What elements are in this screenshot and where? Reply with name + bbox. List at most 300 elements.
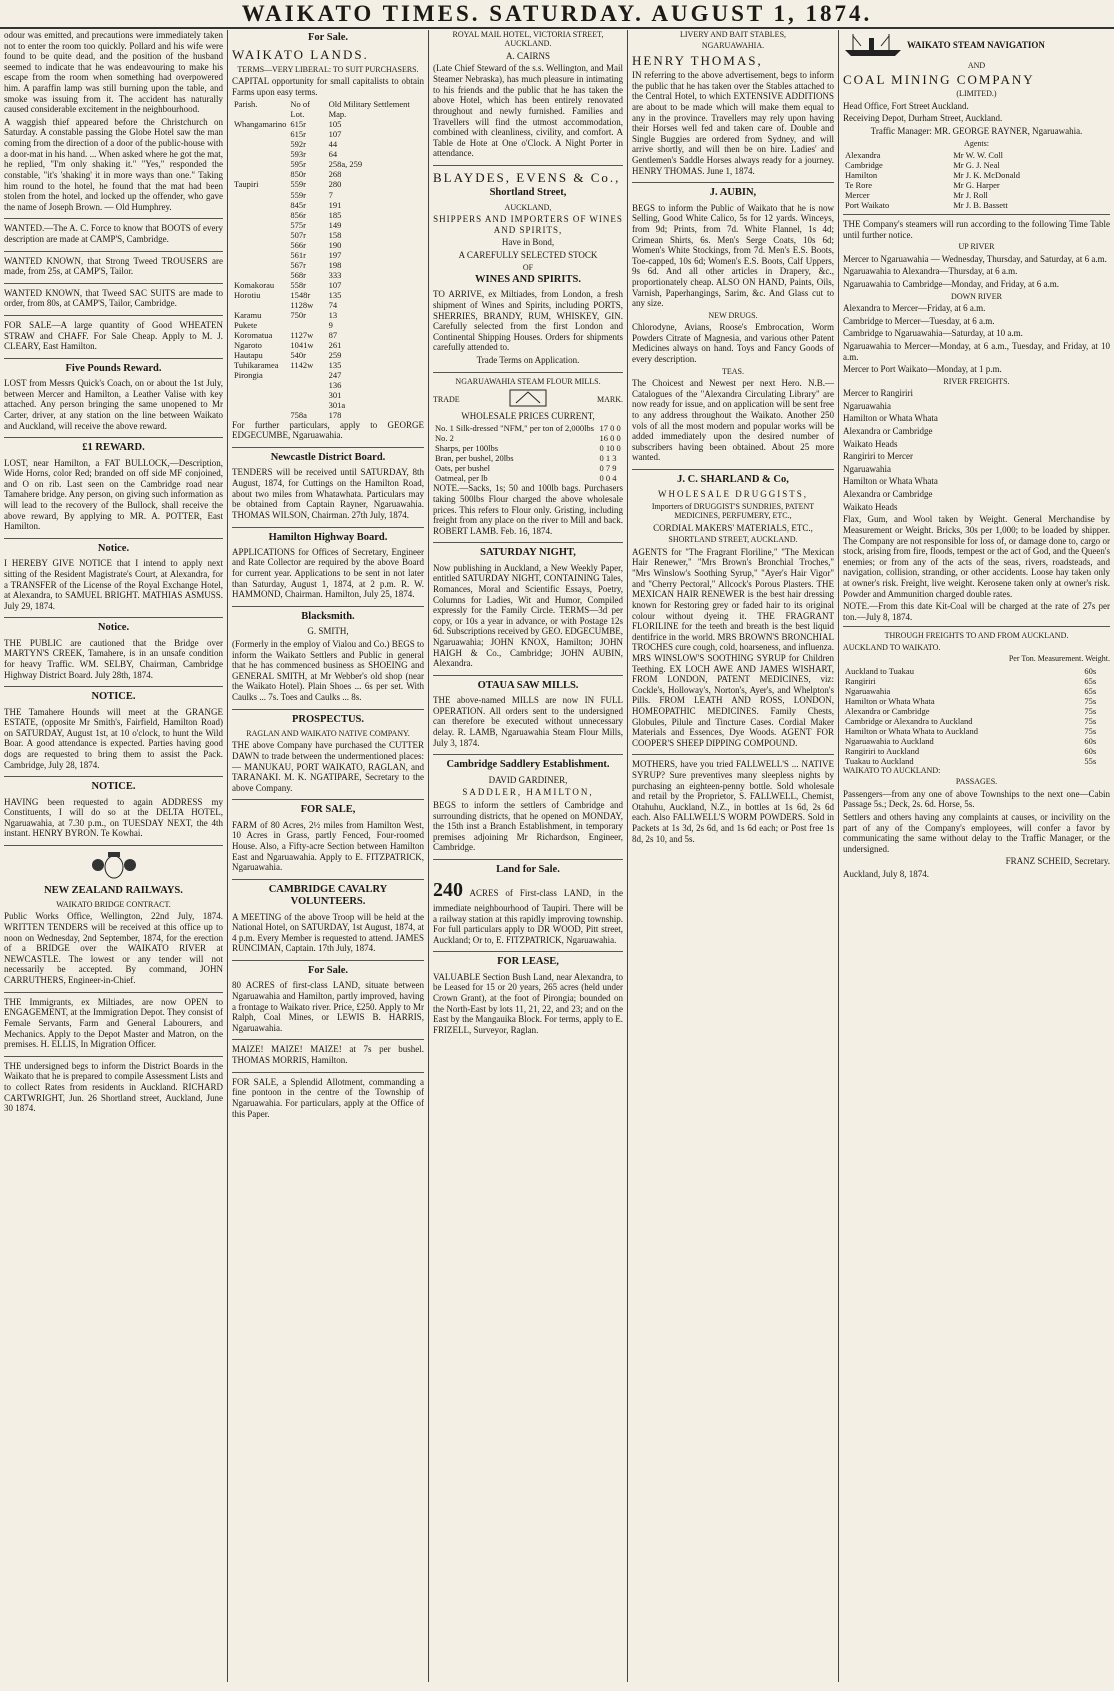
table-row (232, 200, 424, 210)
table-row (232, 139, 424, 149)
table-cell: 507r (290, 229, 306, 240)
ad-body: For further particulars, apply to GEORGE EDGECUMBE, Ngaruawahia. (232, 419, 424, 441)
table-cell: 595r (290, 159, 306, 170)
table-cell: 107 (328, 279, 342, 290)
table-row (843, 756, 1110, 766)
table-cell (232, 380, 288, 390)
ad-body: Receiving Depot, Durham Street, Auckland. (843, 113, 1003, 124)
table-row (232, 320, 424, 330)
ad-body: (Late Chief Steward of the s.s. Wellington, and Mail Steamer Nebraska), has much pleasure in intimating to his friends and the public that he has taken the above Hotel, which has been entirely renovated throughout and newly furnished. Families and Travellers will find the utmost accommodation, combined with cleanliness, civility, and comfort. A Table de Hote at One o'Clock. A Night Porter in attendance. (433, 63, 623, 159)
table-row (232, 330, 424, 340)
ad-subtitle: SHIPPERS AND IMPORTERS OF WINES AND SPIRITS, (433, 214, 623, 235)
table-cell: 191 (328, 199, 342, 210)
table-row (843, 736, 1110, 746)
ad-maize: MAIZE! MAIZE! MAIZE! at 7s per bushel. THOMAS MORRIS, Hamilton. (232, 1044, 424, 1066)
table-cell: 55s (1084, 755, 1097, 766)
ad-subtitle: HENRY THOMAS, (632, 52, 763, 68)
ad-title: WAIKATO LANDS. (232, 47, 369, 63)
ad-cartwright: THE undersigned begs to inform the District Boards in the Waikato that he is prepared to compile Assessment Lists and to collect Rates from residents in Auckland. RICHARD CARTWRIGHT, Jun. 26 Shortland street, Auckland, June 30 1874. (4, 1060, 223, 1114)
table-cell (232, 129, 288, 139)
table-row (843, 200, 1110, 210)
table-cell: 0 1 3 (599, 453, 617, 464)
table-cell: Taupiri (234, 179, 259, 190)
table-row (232, 390, 424, 400)
list-item: Ngaruawahia (843, 463, 891, 474)
table-row (843, 170, 1110, 180)
table-cell: Alexandra (845, 150, 881, 161)
table-cell: 615r (290, 119, 306, 130)
through-table (843, 666, 1110, 766)
ad-title: NOTICE. (91, 691, 136, 703)
table-cell: 105 (328, 119, 342, 130)
table-row (843, 716, 1110, 726)
table-row (433, 433, 623, 443)
ad-title: Newcastle District Board. (270, 452, 386, 464)
table-header: No of Lot. (290, 99, 311, 120)
table-cell: 158 (328, 229, 342, 240)
ad-title: FOR LEASE, (497, 956, 559, 968)
ad-title: OTAUA SAW MILLS. (477, 679, 579, 691)
ad-body: (Formerly in the employ of Vialou and Co.) BEGS to inform the Waikato Settlers and Public in general that he has commenced business as SHOEING and GENERAL SMITH, at Mr Webber's old shop (near the Waikato Hotel). Plain Shoes ... 6s per set. With Caulks ... 7s. Toes and Caulks ... 8s. (232, 638, 424, 702)
table-row (232, 360, 424, 370)
table-cell: Rangiriri (845, 675, 876, 686)
table-cell: 149 (328, 219, 342, 230)
ad-subtitle: NGARUAWAHIA. (701, 41, 765, 51)
table-cell: 0 0 4 (599, 473, 617, 484)
land-table (232, 99, 424, 420)
table-cell: 247 (328, 369, 342, 380)
table-cell: 16 0 0 (599, 433, 621, 444)
table-cell: Ngaruawahia (845, 685, 891, 696)
table-row (433, 453, 623, 463)
table-row (843, 676, 1110, 686)
ad-body: BEGS to inform the Public of Waikato that he is now Selling, Good White Calico, 5s for 12 yards. Winceys, from 9d; Prints, from 7d. White Flannel, 1s 4d; Crimean Shirts, 6s. Men's Serge Coats, 10s 6d; Women's White Stockings, from 7d. Men's E.S. Boots, Toe-capped, 10s 6d; Women's E.S. Boots, Calf Uppers, 9s 6d. And all other articles in Drapery, &c., proportionately cheap. ALSO ON HAND, Paints, Oils, Varnish, Paperhangings, Sarim, &c. And Glass cut to any size. (632, 202, 834, 309)
table-row (232, 340, 424, 350)
agents-table (843, 150, 1110, 210)
ad-subtitle: DOWN RIVER (951, 291, 1002, 301)
ad-subtitle: TERMS—VERY LIBERAL: TO SUIT PURCHASERS. (237, 64, 419, 74)
table-cell: 850r (290, 169, 306, 180)
table-cell: Mr J. K. McDonald (953, 170, 1021, 181)
table-cell: Oatmeal, per lb (435, 473, 488, 484)
table-row (433, 463, 623, 473)
table-cell (288, 390, 326, 400)
table-cell: 540r (290, 349, 306, 360)
ad-subtitle: SADDLER, HAMILTON, (462, 787, 594, 798)
ad-subtitle: WHOLESALE DRUGGISTS, (658, 489, 808, 500)
ad-body: I HEREBY GIVE NOTICE that I intend to apply next sitting of the Resident Magistrate's Court, at Alexandra, for a TRANSFER of the License of the Royal Exchange Hotel, at Alexandra, to SAMUEL BRIGHT. MATHIAS ASMUSS. July 29, 1874. (4, 558, 223, 611)
table-cell: 558r (290, 279, 306, 290)
table-cell: Koromatua (234, 329, 273, 340)
table-cell: Hamilton (845, 170, 878, 181)
table-cell: Mr J. Roll (953, 190, 988, 201)
table-cell: Ngaruawahia to Auckland (845, 735, 934, 746)
ad-title: Hamilton Highway Board. (268, 531, 388, 543)
ad-subtitle: THROUGH FREIGHTS TO AND FROM AUCKLAND. (884, 631, 1069, 641)
table-cell: 136 (328, 379, 342, 390)
table-cell: 17 0 0 (599, 423, 621, 434)
ad-title: BLAYDES, EVENS & Co., (433, 169, 621, 185)
table-row (843, 666, 1110, 676)
table-cell: 561r (290, 249, 306, 260)
list-item: Ngaruawahia (843, 400, 891, 411)
table-cell: Cambridge (845, 160, 883, 171)
table-cell: 268 (328, 169, 342, 180)
table-cell: 7 (328, 189, 333, 200)
table-row (232, 169, 424, 179)
table-cell (232, 390, 288, 400)
ad-body: THE above-named MILLS are now IN FULL OPERATION. All orders sent to the undersigned can therefore be executed without unnecessary delay. R. LAMB, Ngaruawahia Steam Flour Mills, July 3, 1874. (433, 695, 623, 748)
ad-body: ACRES of First-class LAND, in the immediate neighbourhood of Taupiri. There will be a railway station at this rapidly improving township. For full particulars apply to DR WOOD, Pitt street, Auckland; Or to, E. FITZPATRICK, Ngaruawahia. (433, 888, 623, 945)
ad-subtitle: DAVID GARDINER, (488, 774, 568, 785)
trademark-icon (508, 388, 548, 411)
table-cell: Te Rore (845, 180, 873, 191)
ad-body: 80 ACRES of first-class LAND, situate between Ngaruawahia and Hamilton, partly improved, having a frontage to Waikato river. Price, £250. Apply to Mr Ralph, Coal Mines, or LEWIS B. HARRIS, Ngaruawahia. (232, 980, 424, 1033)
ad-title: Land for Sale. (496, 863, 560, 875)
ad-subtitle: TEAS. (722, 366, 744, 376)
table-cell (232, 200, 288, 210)
table-row (433, 443, 623, 453)
list-item: Hamilton or Whata Whata (843, 413, 938, 424)
list-item: Cambridge to Ngaruawahia—Saturday, at 10 a.m. (843, 328, 1023, 339)
table-cell: 750r (290, 309, 306, 320)
ad-title: FOR SALE, (300, 804, 356, 816)
ad-body: FRANZ SCHEID, Secretary. (1005, 856, 1110, 867)
list-item: Mercer to Rangiriri (843, 388, 913, 399)
ad-subtitle: (LIMITED.) (956, 89, 997, 99)
ad-title: NGARUAWAHIA STEAM FLOUR MILLS. (455, 376, 601, 386)
ad-subtitle: Have in Bond, (501, 237, 555, 248)
ad-title: LIVERY AND BAIT STABLES, (679, 30, 787, 39)
table-cell: Mr G. J. Neal (953, 160, 1000, 171)
ad-title: NEW ZEALAND RAILWAYS. (44, 884, 183, 896)
ad-title: CAMBRIDGE CAVALRY VOLUNTEERS. (268, 883, 388, 908)
table-cell: 301 (328, 389, 342, 400)
ad-body: APPLICATIONS for Offices of Secretary, Engineer and Rate Collector are required by the above Board for current year. Applications to be sent in not later than Saturday, August 1, 1874, at 2 p.m. R. W. HAMMOND, Chairman. Hamilton, July 25, 1874. (232, 546, 424, 600)
ad-subtitle: Importers of DRUGGIST'S SUNDRIES, PATENT MEDICINES, PERFUMERY, ETC., (651, 501, 815, 521)
table-row (232, 240, 424, 250)
ad-body: NOTE.—Sacks, 1s; 50 and 100lb bags. Purchasers taking 500lbs Flour charged the above wholesale prices. This refers to Flour only. Gristing, including freight from any place on the river to Mill and back. ROBERT LAMB. Feb. 16, 1874. (433, 483, 623, 536)
table-cell (232, 220, 288, 230)
ad-subtitle: UP RIVER (958, 242, 995, 252)
ad-subtitle: NEW DRUGS. (708, 310, 758, 320)
table-cell: Rangiriri to Auckland (845, 745, 920, 756)
table-cell: 592r (290, 139, 306, 150)
ad-subtitle: Agents: (964, 138, 989, 148)
table-row (232, 159, 424, 169)
table-cell: 301a (328, 399, 346, 410)
table-row (232, 220, 424, 230)
ad-subtitle: SHORTLAND STREET, AUCKLAND. (668, 535, 798, 545)
table-cell (232, 260, 288, 270)
ad-title: Cambridge Saddlery Establishment. (446, 759, 610, 771)
table-cell: 75s (1084, 715, 1097, 726)
ad-body: LOST from Messrs Quick's Coach, on or about the 1st July, between Mercer and Hamilton, a Leather Valise with key attached. Any person bringing the same unopened to Mr Carter, driver, at any station on the line between Waikato and Auckland, will receive the above reward. (4, 378, 223, 431)
table-cell: 198 (328, 259, 342, 270)
ad-title: For Sale. (307, 32, 349, 43)
table-cell: 258a, 259 (328, 159, 363, 170)
list-item: Alexandra or Cambridge (843, 489, 933, 500)
table-cell: 333 (328, 269, 342, 280)
ad-body: CAPITAL opportunity for small capitalists to obtain Farms upon easy terms. (232, 76, 424, 97)
ad-title: J. C. SHARLAND & Co, (677, 473, 789, 485)
ad-subtitle: G. SMITH, (307, 626, 349, 637)
table-cell: 568r (290, 269, 306, 280)
table-row (232, 310, 424, 320)
ad-body: THE PUBLIC are cautioned that the Bridge over MARTYN'S CREEK, Tamahere, is in an unsafe condition for heavy Traffic. WM. SELBY, Chairman, Cambridge Highway District Board. July 28th, 1874. (4, 637, 223, 680)
table-cell: 261 (328, 339, 342, 350)
table-cell: Komakorau (234, 279, 275, 290)
table-row (433, 473, 623, 483)
table-header: Parish. (234, 99, 258, 110)
table-cell: 0 7 9 (599, 463, 617, 474)
ad-title: Notice. (97, 542, 130, 554)
table-cell: 64 (328, 149, 338, 160)
table-cell: Port Waikato (845, 200, 890, 211)
table-row (232, 149, 424, 159)
table-cell (232, 240, 288, 250)
ad-body: Traffic Manager: MR. GEORGE RAYNER, Ngaruawahia. (870, 126, 1083, 137)
table-cell (288, 370, 326, 380)
ad-boots: WANTED.—The A. C. Force to know that BOOTS of every description are made at CAMP'S, Cambridge. (4, 223, 223, 244)
table-cell (232, 400, 288, 410)
table-row (232, 350, 424, 360)
table-cell: 135 (328, 289, 342, 300)
table-cell: Ngaroto (234, 339, 262, 350)
table-cell: 280 (328, 179, 342, 190)
table-cell: 197 (328, 249, 342, 260)
list-item: Cambridge to Mercer—Tuesday, at 6 a.m. (843, 315, 995, 326)
trade-label: TRADE (433, 394, 460, 404)
coat-of-arms-icon (4, 850, 223, 883)
table-cell (232, 300, 288, 310)
ad-body: TO ARRIVE, ex Miltiades, from London, a fresh shipment of Wines and Spirits, including PORTS, SHERRIES, BRANDY, RUM, WHISKEY, GIN. Carefully selected from the first London and Continental Shipping Houses. Orders for shipments carefully attended to. (433, 289, 623, 353)
table-cell: No. 1 Silk-dressed "NFM," per ton of 2,000lbs (435, 423, 594, 434)
table-cell: 74 (328, 299, 338, 310)
table-cell: 13 (328, 309, 338, 320)
table-cell: 593r (290, 149, 306, 160)
table-cell: 107 (328, 129, 342, 140)
list-item: Alexandra or Cambridge (843, 426, 933, 437)
table-row (232, 230, 424, 240)
ad-subtitle: AUCKLAND TO WAIKATO. (843, 642, 941, 652)
table-cell: Cambridge or Alexandra to Auckland (845, 715, 973, 726)
ad-body: Flax, Gum, and Wool taken by Weight. General Merchandise by Measurement or Weight. Bricks, 30s per 1,000; to be loaded by shipper. The Company are not responsible for loss of, or damage done to, cargo or stock, arising from fire, floods, tempest or the act of God, and the Queen's enemies; or from any of the acts of the seas, rivers, roadsteads, and navigation, collision, stranding, or other accidents. Loose hay taken only at owner's risk. Freight, live weight. Kerosene taken only at owner's risk. Powder and Ammunition charged double rates. (843, 514, 1110, 599)
list-item: Rangiriri to Mercer (843, 451, 913, 462)
table-cell: 566r (290, 239, 306, 250)
ad-body: Public Works Office, Wellington, 22nd July, 1874. WRITTEN TENDERS will be received at this office up to noon on Wednesday, 2nd September, 1874, for the erection of a BRIDGE over the WAIKATO RIVER at NEWCASTLE. The lowest or any tender will not necessarily be accepted. By command, JOHN CARRUTHERS, Engineer-in-Chief. (4, 911, 223, 986)
table-row (843, 190, 1110, 200)
table-cell: 65s (1084, 675, 1097, 686)
table-cell: Auckland to Tuakau (845, 665, 914, 676)
table-cell (232, 169, 288, 179)
ad-title: Blacksmith. (301, 610, 355, 622)
table-cell (288, 320, 326, 330)
list-item: Alexandra to Mercer—Friday, at 6 a.m. (843, 303, 986, 314)
ad-body: Chlorodyne, Avians, Roose's Embrocation, Worm Powders Citrate of Magnesia, and various other Patent Medicines always on hand. Toys and Fancy Goods of every description. (632, 322, 834, 365)
ad-subtitle: RAGLAN AND WAIKATO NATIVE COMPANY. (246, 728, 410, 738)
table-cell: Mr W. W. Coll (953, 150, 1004, 161)
column-3 (429, 30, 627, 1682)
news-story: A waggish thief appeared before the Christchurch on Saturday. A constable passing the Globe Hotel saw the man coming from the direction of a door of the public-house with a door-mat in his hand. ... When asked where he got the mat, he replied, "I'm only shaking it." "Yes," responded the constable, "it's 'shaking' it in more ways than one." Taking him round to the hotel, he found that the mat had been stolen from the hotel, and locked up the offender, who gave the name of Joseph Brown. — Old Humphrey. (4, 116, 223, 212)
table-cell: 75s (1084, 705, 1097, 716)
ad-title: SATURDAY NIGHT, (480, 547, 576, 559)
table-row (843, 706, 1110, 716)
table-row (232, 119, 424, 129)
table-row (232, 300, 424, 310)
ad-body: BEGS to inform the settlers of Cambridge and surrounding districts, that he opened on MONDAY, the 15th inst a Branch Establishment, in temporary premises adjoining Mr Richardson, Engineer, Cambridge. (433, 799, 623, 853)
ad-body: A MEETING of the above Troop will be held at the National Hotel, on SATURDAY, 1st August, 1874, at 4 p.m. Every Member is requested to attend. JAMES RUNCIMAN, Captain. 17th July, 1874. (232, 911, 424, 954)
table-row (232, 410, 424, 420)
table-row (232, 260, 424, 270)
ad-body: IN referring to the above advertisement, begs to inform the public that he has taken over the Stables attached to the Central Hotel, to which EXTENSIVE ADDITIONS are about to be made which will make them equal to any in the province. Travellers may rely upon having their Horses well fed and taken care of. Double and Single Buggies are ordered from Sydney, and will arrive shortly, and will then be on hire. Ladies' and Gentlemen's Saddle Horses always ready for a journey. HENRY THOMAS. June 1, 1874. (632, 70, 834, 176)
ad-fallwell: MOTHERS, have you tried FALLWELL'S ... NATIVE SYRUP? Sure preventives many sleepless nights by purchasing an eighteen-penny bottle. Sold wholesale and retail by the Proprietor, S. FALLWELL, Chemist, Otahuhu, Auckland, N.Z., in bottles at 1s 6d, 2s 6d each. Also FALLWELL'S WORM POWDERS. Sold in Packets at 1s 3d, 2s 6d, and 1s 6d each; or Post free 1s 8d, 2s 10, and 5s. (632, 759, 834, 844)
table-cell: Bran, per bushel, 20lbs (435, 453, 514, 464)
table-cell (232, 149, 288, 159)
table-cell: No. 2 (435, 433, 454, 444)
ad-title: WAIKATO STEAM NAVIGATION (907, 40, 1045, 50)
table-row (232, 210, 424, 220)
table-cell: Mr G. Harper (953, 180, 1000, 191)
ad-subtitle: AND (967, 60, 986, 70)
ad-body: THE Tamahere Hounds will meet at the GRANGE ESTATE, (opposite Mr Smith's, Fairfield, Hamilton Road) on SATURDAY, August 1st, at 10 o'clock, to hunt the Wild Boar. A good attendance is expected. Parties having good dogs are requested to bring them to assist the Pack. Cambridge, July 28, 1874. (4, 706, 223, 770)
table-cell: 615r (290, 129, 306, 140)
ad-subtitle: CORDIAL MAKERS' MATERIALS, ETC., (653, 522, 813, 533)
ad-body: VALUABLE Section Bush Land, near Alexandra, to be Leased for 15 or 20 years, 265 acres (held under Crown Grant), at the foot of Pirongia; bounded on the North-East by lots 11, 21, 22, and 23; and on the East by the Mangauika Block. For terms, apply to E. FRIZELL, Surveyor, Raglan. (433, 971, 623, 1035)
column-1 (0, 30, 227, 1682)
table-row (843, 726, 1110, 736)
table-cell: 60s (1084, 665, 1097, 676)
ad-subtitle: Per Ton. Measurement. Weight. (1008, 654, 1110, 664)
list-item: Ngaruawahia to Cambridge—Monday, and Friday, at 6 a.m. (843, 279, 1060, 290)
column-2 (228, 30, 428, 1682)
masthead: WAIKATO TIMES. SATURDAY. AUGUST 1, 1874. (241, 1, 873, 26)
list-item: Ngaruawahia to Alexandra—Thursday, at 6 a.m. (843, 266, 1018, 277)
news-story: odour was emitted, and precautions were immediately taken not to enter the room too quickly. Pollard and his wife were found to be quite dead, and the position of the husband seemed to indicate that he was endeavouring to make his escape from the room when something had overpowered him. A paraffin lamp was still burning upon the table, and smoke was issuing from it. The accident has naturally caused considerable excitement in the neighbourhood. (4, 30, 223, 115)
table-row (232, 370, 424, 380)
table-row (843, 150, 1110, 160)
table-cell: 190 (328, 239, 342, 250)
table-row (232, 129, 424, 139)
ad-subtitle: Trade Terms on Application. (476, 355, 580, 366)
table-row (232, 290, 424, 300)
table-cell: 259 (328, 349, 342, 360)
ad-straw: FOR SALE—A large quantity of Good WHEATEN STRAW and CHAFF. For Sale Cheap. Apply to M. J. CLEARY, East Hamilton. (4, 320, 223, 352)
table-cell: 185 (328, 209, 342, 220)
table-row (232, 270, 424, 280)
ad-body: Settlers and others having any complaints at causes, or incivility on the part of any of the Company's employees, will confer a favor by communicating the same without delay to the Traffic Manager, or the undersigned. (843, 811, 1110, 854)
table-cell (288, 380, 326, 390)
table-row (232, 400, 424, 410)
table-cell (288, 400, 326, 410)
table-cell: 559r (290, 179, 306, 190)
table-cell: Pukete (234, 319, 258, 330)
ad-body: FARM of 80 Acres, 2½ miles from Hamilton West, 10 Acres in Grass, partly Fenced, Four-roomed House. Also, a Fifty-acre Section between Hamilton East and Ngaruawahia. Apply to E. FITZPATRICK, Ngaruawahia. (232, 819, 424, 873)
table-cell: Karamu (234, 309, 262, 320)
table-row (232, 280, 424, 290)
ad-subtitle: Shortland Street, (489, 187, 567, 199)
table-row (843, 746, 1110, 756)
ad-body: Auckland, July 8, 1874. (843, 868, 929, 879)
ad-subtitle: WHOLESALE PRICES CURRENT, (461, 410, 595, 421)
table-cell: 758a (290, 409, 307, 420)
ad-body: NOTE.—From this date Kit-Coal will be charged at the rate of 27s per ton.—July 8, 1874. (843, 601, 1110, 622)
table-cell: Pirongia (234, 369, 263, 380)
table-cell: 856r (290, 209, 306, 220)
ad-pontoon: FOR SALE, a Splendid Allotment, commanding a fine pontoon in the centre of the Township of Ngaruawahia. For particulars, apply at the Office of this Paper. (232, 1076, 424, 1119)
ad-title: PROSPECTUS. (291, 713, 365, 725)
table-cell: 135 (328, 359, 342, 370)
table-row (232, 380, 424, 390)
ad-title: J. AUBIN, (709, 187, 757, 199)
table-cell (232, 190, 288, 200)
table-row (843, 180, 1110, 190)
ad-title: ROYAL MAIL HOTEL, VICTORIA STREET, AUCKLAND. (452, 30, 604, 49)
ad-subtitle: A. CAIRNS (505, 50, 550, 61)
table-cell: 60s (1084, 745, 1097, 756)
ad-title: £1 REWARD. (82, 442, 145, 454)
table-cell (232, 159, 288, 169)
ad-title: NOTICE. (91, 781, 136, 793)
table-cell: Hamilton or Whata Whata (845, 695, 935, 706)
mark-label: MARK. (596, 394, 623, 404)
ad-subtitle: WINES AND SPIRITS. (475, 273, 581, 285)
masthead-rule (0, 27, 1114, 29)
table-cell: 44 (328, 139, 338, 150)
steamship-icon (843, 30, 903, 61)
table-cell: Oats, per bushel (435, 463, 491, 474)
table-cell: Sharps, per 100lbs (435, 443, 499, 454)
table-cell: 0 10 0 (599, 443, 621, 454)
table-cell: 1127w (290, 329, 314, 340)
ad-body: THE Company's steamers will run according to the following Time Table until further notice. (843, 219, 1110, 240)
table-cell: 65s (1084, 685, 1097, 696)
table-cell: Hautapu (234, 349, 263, 360)
table-cell: 87 (328, 329, 338, 340)
table-cell: Whangamarino (234, 119, 287, 130)
table-cell (232, 250, 288, 260)
table-cell: 75s (1084, 695, 1097, 706)
ad-subtitle: RIVER FREIGHTS. (943, 376, 1010, 386)
ad-body: Passengers—from any one of above Townships to the next one—Cabin Passage 5s.; Deck, 2s. 6d. Horse, 5s. (843, 788, 1110, 810)
table-row (232, 250, 424, 260)
table-cell: Horotiu (234, 289, 261, 300)
ad-body: Now publishing in Auckland, a New Weekly Paper, entitled SATURDAY NIGHT, CONTAINING Tales, Romances, Moral and Scientific Essays, Poetry, Columns for Ladies, Wit and Humor, Compiled expressly for the Family Circle. TERMS—3d per copy, or 10s a year in advance, or with Postage 12s 6d. Subscriptions received by GEO. EDGECUMBE, Ngaruawahia; JOHN KNOX, Hamilton; JOHN HAIGH & Co., Cambridge; JOHN AUBIN, Alexandra. (433, 562, 623, 669)
table-row (433, 423, 623, 433)
ad-trousers: WANTED KNOWN, that Strong Tweed TROUSERS are made, from 25s, at CAMP'S, Tailor. (4, 255, 223, 277)
table-cell (232, 139, 288, 149)
ad-body: Head Office, Fort Street Auckland. (843, 100, 969, 111)
table-cell: 75s (1084, 725, 1097, 736)
ad-body: TENDERS will be received until SATURDAY, 8th August, 1874, for Cuttings on the Hamilton Road, about two miles from Whatawhata. Particulars may be obtained from Captain Rayner, Ngaruawahia. THOMAS WILSON, Chairman. 27th July, 1874. (232, 467, 424, 520)
table-row (232, 190, 424, 200)
acre-count: 240 (433, 879, 463, 902)
table-row (843, 686, 1110, 696)
table-cell: 1128w (290, 299, 314, 310)
ad-subtitle: WAIKATO BRIDGE CONTRACT. (56, 899, 171, 909)
column-4 (628, 30, 838, 1682)
list-item: Mercer to Ngaruawahia — Wednesday, Thursday, and Saturday, at 6 a.m. (843, 253, 1107, 264)
table-cell: Alexandra or Cambridge (845, 705, 930, 716)
table-header: Old Military Settlement Map. (328, 99, 410, 120)
table-cell: 1041w (290, 339, 314, 350)
list-item: Waikato Heads (843, 501, 898, 512)
ad-subtitle: PASSAGES. (955, 777, 998, 787)
ad-immigrants: THE Immigrants, ex Miltiades, are now OPEN to ENGAGEMENT, at the Immigration Depot. They consist of Female Servants, Farm and General Labourers, and Mechanics. Apply to the Depot Master and Matron, on the premises. H. ELLIS, In Migration Officer. (4, 996, 223, 1050)
list-item: Mercer to Port Waikato—Monday, at 1 p.m. (843, 364, 1002, 375)
table-cell: 1142w (290, 359, 314, 370)
table-cell (232, 270, 288, 280)
